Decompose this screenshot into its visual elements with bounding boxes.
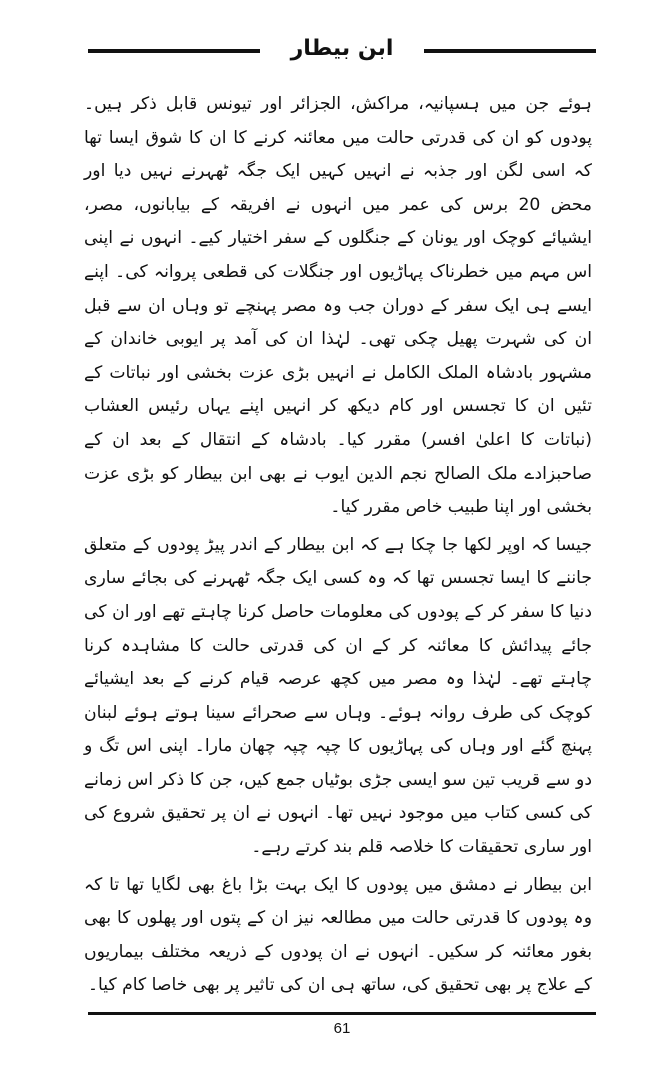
paragraph: جیسا کہ اوپر لکھا جا چکا ہے کہ ابن بیطار کے اندر پیڑ پودوں کے متعلق جاننے کا ایسا تجسس تھا کہ وہ کسی ایک جگہ ٹھہرنے کی بجائے ساری دنیا کا سفر کر کے پودوں کی معلومات حاصل کرنا چاہتے تھے اور ان کی جائے پیدائش کا معائنہ کر کے ان کی قدرتی حالت کا مشاہدہ کرنا چاہتے تھے۔ لہٰذا وہ مصر میں کچھ عرصہ قیام کرنے کے بعد ایشیائے کوچک کی طرف روانہ ہوئے۔ وہاں سے صحرائے سینا ہوتے ہوئے لبنان پہنچ گئے اور وہاں کی پہاڑیوں کا چپہ چپہ چھان مارا۔ اپنی اس تگ و دو سے قریب تین سو ایسی جڑی بوٹیاں جمع کیں، جن کا ذکر اس زمانے کی کسی کتاب میں موجود نہیں تھا۔ انہوں نے ان پر تحقیق شروع کی اور ساری تحقیقات کا خلاصہ قلم بند کرتے رہے۔ [84, 534, 592, 858]
page-number: 61 [333, 1020, 351, 1037]
footer-rule [88, 1012, 596, 1015]
body-text [84, 88, 592, 1007]
paragraph: ابن بیطار نے دمشق میں پودوں کا ایک بہت بڑا باغ بھی لگایا تھا تا کہ وہ پودوں کا قدرتی حالت میں مطالعہ نیز ان کے پتوں اور پھلوں کا بھی بغور معائنہ کر سکیں۔ انہوں نے ان پودوں کے ذریعہ مختلف بیماریوں کے علاج پر بھی تحقیق کی، ساتھ ہی ان کی تاثیر پر بھی خاصا کام کیا۔ [84, 874, 592, 996]
paragraph: ہوئے جن میں ہسپانیہ، مراکش، الجزائر اور تیونس قابل ذکر ہیں۔ پودوں کو ان کی قدرتی حالت میں معائنہ کرنے کا ان کا شوق ایسا تھا کہ اسی لگن اور جذبہ نے انہیں کہیں ایک جگہ ٹھہرنے نہیں دیا اور محض 20 برس کی عمر میں انہوں نے افریقہ کے بیابانوں، مصر، ایشیائے کوچک اور یونان کے جنگلوں کے سفر اختیار کیے۔ انہوں نے اپنی اس مہم میں خطرناک پہاڑیوں اور جنگلات کی قطعی پروانہ کی۔ اپنے ایسے ہی ایک سفر کے دوران جب وہ مصر پہنچے تو وہاں ان سے قبل ان کی شہرت پھیل چکی تھی۔ لہٰذا ان کی آمد پر ایوبی خاندان کے مشہور بادشاہ الملک الکامل نے انہیں بڑی عزت بخشی اور نباتات کے تئیں ان کا تجسس اور کام دیکھ کر انہیں اپنے یہاں رئیس العشاب (نباتات کا اعلیٰ افسر) مقرر کیا۔ بادشاہ کے انتقال کے بعد ان کے صاحبزادے ملک الصالح نجم الدین ایوب نے بھی ابن بیطار کو بڑی عزت بخشی اور اپنا طبیب خاص مقرر کیا۔ [84, 94, 592, 518]
running-title: ابن بیطار [290, 35, 394, 61]
header-rule-right [424, 49, 596, 53]
page-footer [88, 1008, 596, 1038]
header-rule-left [88, 49, 260, 53]
running-header [88, 28, 596, 68]
